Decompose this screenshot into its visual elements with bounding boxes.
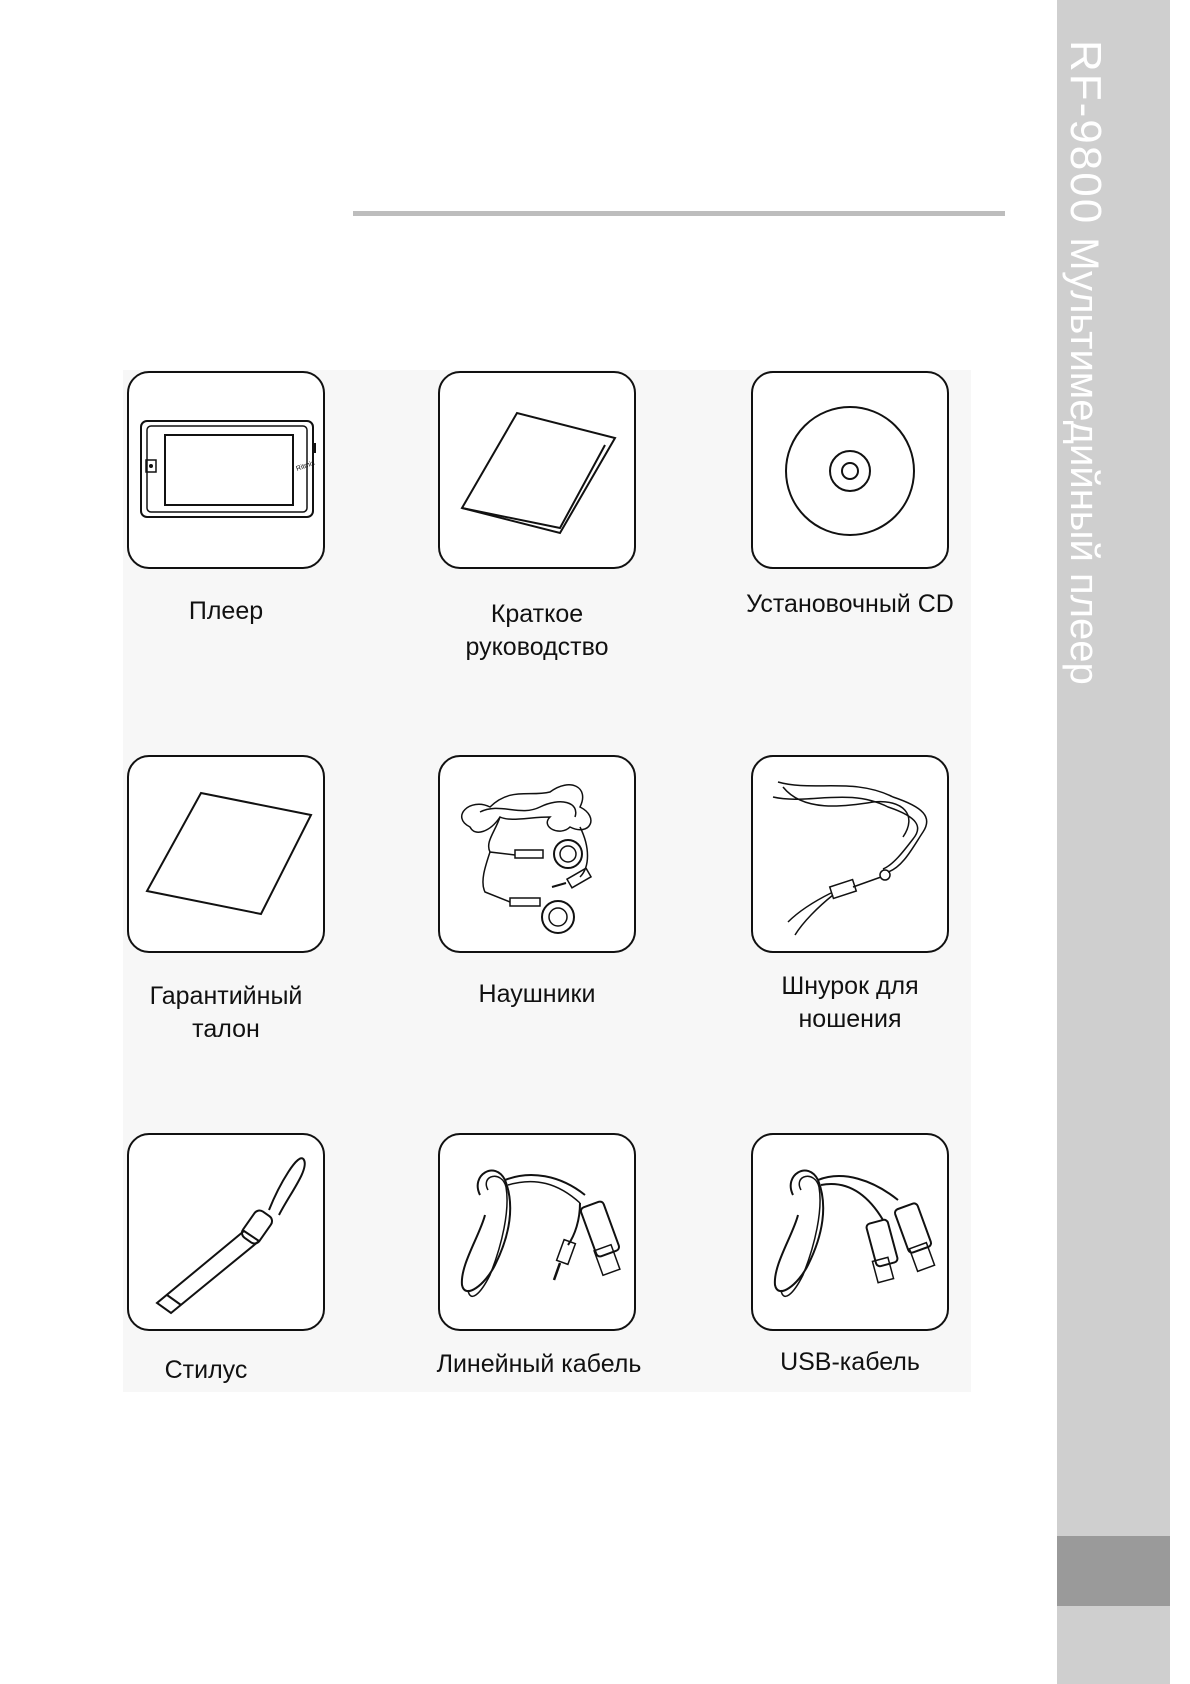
item-label: USB-кабель [780,1348,920,1376]
usb-cable-icon [753,1135,947,1329]
item-label: Плеер [188,597,264,625]
player-icon [129,373,323,567]
lanyard-icon [753,757,947,951]
item-label: Установочный CD [746,590,954,618]
warranty-card-tile [127,755,325,953]
warranty-card-icon [129,757,323,951]
item-label: Наушники [478,980,596,1008]
earphones-icon [440,757,634,951]
lanyard-tile [751,755,949,953]
cd-icon [753,373,947,567]
player-tile [127,371,325,569]
item-label: Краткое руководство [465,600,609,661]
item-label: Гарантийный талон [149,982,303,1043]
line-cable-icon [440,1135,634,1329]
svg-text:Ritmix: Ritmix [295,459,316,473]
stylus-tile [127,1133,325,1331]
item-label: Стилус [164,1356,248,1384]
model-name: RF-9800 [1061,40,1110,226]
item-label: Шнурок для ношения [781,972,919,1033]
earphones-tile [438,755,636,953]
usb-cable-tile [751,1133,949,1331]
product-subtitle: Мультимедийный плеер [1062,237,1106,685]
sidebar-title [1056,40,1113,685]
stylus-icon [129,1135,323,1329]
booklet-icon [440,373,634,567]
header-rule [353,211,1005,216]
page-marker-block [1057,1536,1170,1606]
line-cable-tile [438,1133,636,1331]
booklet-tile [438,371,636,569]
item-label: Линейный кабель [436,1350,642,1378]
cd-tile [751,371,949,569]
